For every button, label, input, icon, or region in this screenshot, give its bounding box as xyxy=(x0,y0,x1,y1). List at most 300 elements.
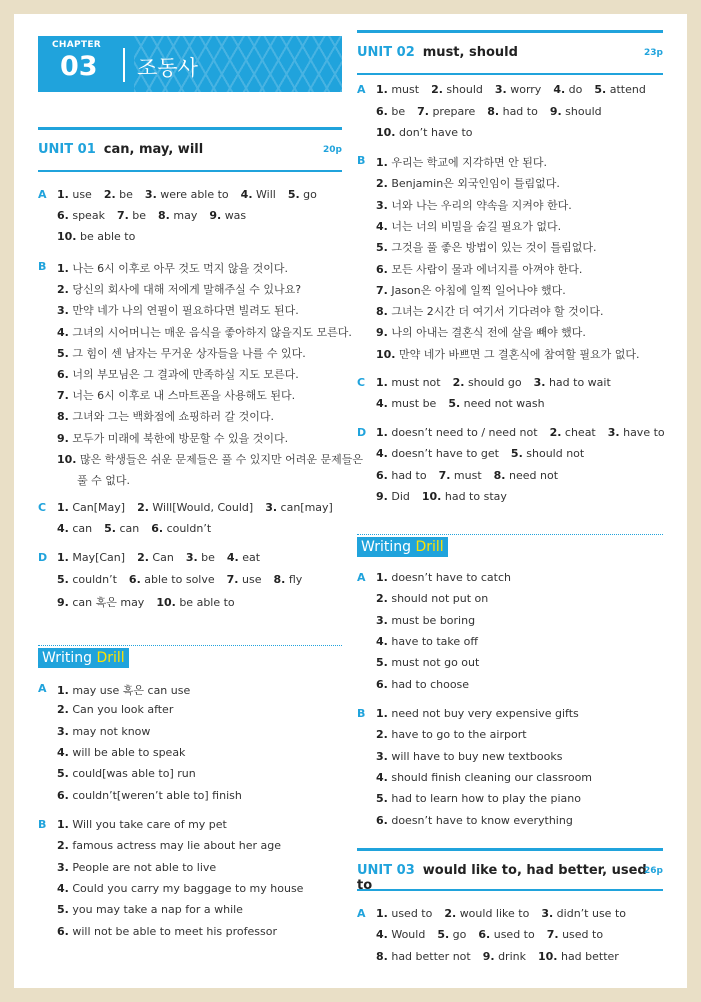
chapter-number: 03 xyxy=(60,51,98,82)
dotted-rule xyxy=(38,645,342,646)
answer-line xyxy=(376,447,584,460)
item-text: couldn’t xyxy=(72,572,117,586)
answer-line xyxy=(57,430,288,446)
answer-line xyxy=(57,903,243,916)
item-text: drink xyxy=(498,949,526,963)
item-number: 1. xyxy=(57,188,69,201)
item-number: 2. xyxy=(444,907,457,920)
answer-item xyxy=(483,950,526,963)
answer-item xyxy=(57,789,242,802)
item-text: 우리는 학교에 지각하면 안 된다. xyxy=(391,156,547,169)
item-number: 5. xyxy=(376,792,388,806)
unit-title: must, should xyxy=(422,45,518,60)
answer-line xyxy=(57,682,190,698)
item-text: able to solve xyxy=(144,572,215,586)
item-number: 6. xyxy=(128,572,141,586)
answer-item xyxy=(376,728,527,741)
item-number: 3. xyxy=(185,551,198,564)
item-number: 7. xyxy=(116,209,129,222)
item-number: 4. xyxy=(240,188,253,201)
answer-line xyxy=(376,728,527,741)
answer-item xyxy=(57,326,352,339)
item-number: 3. xyxy=(376,613,388,627)
item-number: 2. xyxy=(57,839,69,853)
answer-item xyxy=(376,263,582,276)
section-letter: A xyxy=(38,188,47,201)
answer-key-page xyxy=(14,14,687,988)
item-number: 1. xyxy=(376,707,388,720)
answer-item xyxy=(145,188,229,201)
item-number: 2. xyxy=(431,83,443,96)
item-text: 그녀의 시어머니는 매운 음식을 좋아하지 않을지도 모른다. xyxy=(72,325,352,339)
item-number: 9. xyxy=(549,104,562,118)
answer-item xyxy=(241,188,276,201)
answer-item xyxy=(376,571,511,584)
answer-item xyxy=(376,814,573,827)
answer-item xyxy=(376,469,427,482)
item-number: 10. xyxy=(156,596,176,609)
answer-line xyxy=(57,345,306,361)
answer-item xyxy=(594,83,645,96)
answer-line xyxy=(57,451,363,467)
answer-line xyxy=(376,303,603,319)
item-number: 5. xyxy=(594,83,607,96)
answer-item xyxy=(511,447,584,460)
answer-item xyxy=(57,230,135,243)
item-text: speak xyxy=(72,209,105,222)
answer-line xyxy=(57,573,302,586)
item-number: 10. xyxy=(376,126,396,139)
item-number: 10. xyxy=(57,230,77,243)
answer-line xyxy=(57,522,211,535)
answer-line xyxy=(376,239,596,255)
answer-item xyxy=(57,432,288,445)
item-number: 3. xyxy=(541,907,554,920)
item-text: have to take off xyxy=(391,634,478,648)
answer-line xyxy=(376,678,469,691)
item-number: 1. xyxy=(57,684,69,697)
chapter-divider xyxy=(123,48,125,82)
answer-item xyxy=(104,188,133,201)
item-text: doesn’t have to know everything xyxy=(391,813,573,827)
answer-item xyxy=(57,925,277,938)
answer-item xyxy=(550,426,596,439)
item-number: 10. xyxy=(376,347,396,361)
answer-item xyxy=(431,83,483,96)
answer-item xyxy=(448,397,544,410)
item-text: must xyxy=(391,83,420,96)
item-number: 9. xyxy=(376,326,388,340)
item-text: can xyxy=(72,522,93,535)
item-number: 3. xyxy=(57,724,69,738)
item-number: 5. xyxy=(104,522,116,535)
item-text: must be boring xyxy=(391,613,476,627)
item-number: 2. xyxy=(57,283,69,297)
item-number: 3. xyxy=(265,501,278,514)
answer-item xyxy=(608,426,665,439)
answer-line xyxy=(376,950,619,963)
item-number: 1. xyxy=(57,551,69,564)
answer-line xyxy=(376,105,602,118)
item-text: will not be able to meet his professor xyxy=(72,924,278,938)
item-text: doesn’t need to / need not xyxy=(391,426,538,439)
item-number: 9. xyxy=(376,489,388,503)
item-text: eat xyxy=(242,551,261,564)
answer-item xyxy=(547,928,603,941)
unit-page: 23p xyxy=(644,48,663,58)
answer-line xyxy=(376,707,579,720)
answer-line xyxy=(57,281,301,297)
answer-item xyxy=(57,522,92,535)
answer-item xyxy=(376,614,475,627)
item-text: 나의 아내는 결혼식 전에 살을 빼야 했다. xyxy=(391,326,586,340)
item-number: 2. xyxy=(137,501,149,514)
item-text: couldn’t xyxy=(166,522,212,535)
item-text: fly xyxy=(288,572,303,586)
item-text: should not put on xyxy=(391,592,489,606)
answer-line xyxy=(57,188,317,201)
item-text: must be xyxy=(391,397,437,410)
item-text: worry xyxy=(510,83,542,96)
answer-item xyxy=(57,861,216,874)
item-number: 9. xyxy=(57,596,69,609)
item-text: be xyxy=(201,551,215,564)
answer-line xyxy=(376,928,603,941)
item-text: could[was able to] run xyxy=(72,767,196,781)
item-number: 5. xyxy=(57,903,69,917)
answer-item xyxy=(376,83,419,96)
item-text: doesn’t have to get xyxy=(391,447,499,461)
answer-item xyxy=(376,490,410,503)
item-text: 그녀와 그는 백화점에 쇼핑하러 갈 것이다. xyxy=(72,410,274,424)
item-number: 6. xyxy=(376,104,388,118)
answer-item xyxy=(453,376,522,389)
item-text: Did xyxy=(391,489,410,503)
chapter-banner xyxy=(38,36,342,92)
item-text: couldn’t[weren’t able to] finish xyxy=(72,788,242,802)
item-text: have to go to the airport xyxy=(391,728,527,742)
item-number: 5. xyxy=(376,656,388,670)
answer-line xyxy=(376,154,547,170)
answer-line xyxy=(57,767,196,780)
item-text: need not xyxy=(509,468,559,482)
answer-item xyxy=(57,389,295,402)
item-number: 3. xyxy=(57,860,69,874)
item-number: 7. xyxy=(546,928,559,942)
answer-item xyxy=(376,656,479,669)
item-text: Will you take care of my pet xyxy=(72,818,227,831)
answer-item xyxy=(376,447,499,460)
item-number: 4. xyxy=(57,522,69,535)
item-text: attend xyxy=(609,83,646,96)
answer-item xyxy=(57,839,281,852)
answer-line xyxy=(57,230,135,243)
item-text: don’t have to xyxy=(399,126,473,139)
item-text: 너는 6시 이후로 내 스마트폰을 사용해도 된다. xyxy=(72,389,296,403)
chapter-label: CHAPTER xyxy=(52,40,102,50)
answer-item xyxy=(137,551,174,564)
item-number: 8. xyxy=(493,468,506,482)
item-text: you may take a nap for a while xyxy=(72,903,243,917)
item-text: must not xyxy=(391,376,441,389)
item-number: 6. xyxy=(57,368,69,381)
item-number: 3. xyxy=(376,198,388,212)
answer-line xyxy=(57,501,333,514)
answer-item xyxy=(104,522,139,535)
answer-line xyxy=(57,725,150,738)
answer-item xyxy=(57,818,227,831)
item-number: 5. xyxy=(437,928,450,942)
item-text: cheat xyxy=(564,426,596,439)
item-text: use xyxy=(242,572,262,586)
unit-page: 20p xyxy=(323,145,342,155)
item-number: 5. xyxy=(287,188,300,201)
answer-item xyxy=(376,426,538,439)
item-number: 1. xyxy=(376,83,388,96)
answer-item xyxy=(57,573,117,586)
answer-line xyxy=(376,614,475,627)
answer-line xyxy=(376,197,572,213)
item-text: were able to xyxy=(160,188,229,201)
answer-item xyxy=(417,105,475,118)
unit-03-header xyxy=(357,848,663,891)
item-text: have to xyxy=(623,426,665,439)
answer-line xyxy=(57,861,216,874)
answer-item xyxy=(137,501,253,514)
item-text: need not buy very expensive gifts xyxy=(391,707,579,720)
section-letter: A xyxy=(357,907,366,920)
answer-line xyxy=(376,282,566,298)
item-number: 1. xyxy=(376,376,388,389)
answer-item xyxy=(376,348,640,361)
item-number: 6. xyxy=(57,788,69,802)
item-text: can[may] xyxy=(280,501,333,514)
item-number: 6. xyxy=(151,522,164,535)
item-text: may not know xyxy=(72,724,151,738)
item-text: need not wash xyxy=(463,397,545,410)
answer-line xyxy=(376,397,545,410)
item-number: 6. xyxy=(376,468,388,482)
answer-item xyxy=(57,304,299,317)
item-text: should xyxy=(446,83,483,96)
answer-item xyxy=(129,573,215,586)
answer-line xyxy=(57,209,246,222)
answer-item xyxy=(376,792,581,805)
item-number: 1. xyxy=(57,262,69,275)
item-number: 6. xyxy=(57,209,69,222)
item-text: May[Can] xyxy=(72,551,126,564)
item-number: 7. xyxy=(376,283,388,297)
answer-line xyxy=(57,703,173,716)
section-letter: B xyxy=(357,154,366,167)
item-text: 나는 6시 이후로 아무 것도 먹지 않을 것이다. xyxy=(72,262,288,275)
item-number: 4. xyxy=(57,325,69,339)
item-text: would like to xyxy=(459,907,530,920)
answer-line xyxy=(376,592,488,605)
answer-item xyxy=(151,522,211,535)
item-text: had to stay xyxy=(444,489,507,503)
answer-line xyxy=(376,792,581,805)
answer-line xyxy=(57,408,274,424)
item-number: 4. xyxy=(553,83,566,96)
answer-item xyxy=(227,573,262,586)
item-number: 4. xyxy=(376,770,388,784)
answer-item xyxy=(376,220,561,233)
answer-item xyxy=(57,347,306,360)
answer-line xyxy=(376,83,646,96)
answer-item xyxy=(186,551,215,564)
answer-item xyxy=(158,209,197,222)
item-text: 모두가 미래에 북한에 방문할 수 있을 것이다. xyxy=(72,431,289,445)
item-number: 2. xyxy=(376,592,388,606)
answer-line xyxy=(376,261,582,277)
answer-item xyxy=(376,592,488,605)
item-text: Can you look after xyxy=(72,703,174,717)
unit-01-header xyxy=(38,127,342,172)
item-text: use xyxy=(72,188,92,201)
item-number: 3. xyxy=(494,83,507,96)
item-text: didn’t use to xyxy=(556,907,626,920)
chapter-title: 조동사 xyxy=(137,56,198,80)
item-number: 1. xyxy=(376,907,388,920)
answer-item xyxy=(376,177,560,190)
writing-drill-tag: Writing Drill xyxy=(38,648,129,668)
item-text: Would xyxy=(391,928,426,942)
item-number: 3. xyxy=(144,188,157,201)
answer-item xyxy=(57,551,125,564)
item-number: 5. xyxy=(57,572,69,586)
item-number: 3. xyxy=(57,304,69,318)
item-text: Will[Would, Could] xyxy=(152,501,254,514)
item-text: can 혹은 may xyxy=(72,596,145,609)
answer-item xyxy=(376,678,469,691)
answer-item xyxy=(376,241,596,254)
answer-item xyxy=(57,501,125,514)
item-number: 4. xyxy=(226,551,239,564)
item-text: go xyxy=(452,928,467,942)
answer-item xyxy=(376,771,592,784)
item-number: 7. xyxy=(417,104,429,118)
answer-item xyxy=(57,368,299,381)
item-number: 4. xyxy=(376,928,388,942)
item-text: 모든 사람이 물과 에너지를 아껴야 한다. xyxy=(391,262,583,276)
answer-line xyxy=(57,302,299,318)
item-text: be xyxy=(391,104,406,118)
answer-item xyxy=(57,703,173,716)
item-text: had to wait xyxy=(548,376,611,389)
item-number: 1. xyxy=(57,501,69,514)
item-number: 8. xyxy=(376,949,388,963)
unit-number: UNIT 02 xyxy=(357,45,415,60)
section-letter: D xyxy=(357,426,367,439)
answer-line xyxy=(57,387,295,403)
answer-item xyxy=(57,596,144,609)
item-number: 2. xyxy=(103,188,116,201)
item-number: 4. xyxy=(376,447,388,461)
answer-line xyxy=(376,324,586,340)
item-number: 6. xyxy=(478,928,491,942)
answer-item xyxy=(541,907,626,920)
item-number: 2. xyxy=(376,177,388,191)
item-text: must xyxy=(453,468,482,482)
item-number: 10. xyxy=(57,452,77,466)
item-number: 2. xyxy=(452,376,465,389)
item-number: 4. xyxy=(57,881,69,895)
item-number: 9. xyxy=(209,209,222,222)
answer-item xyxy=(376,156,547,169)
answer-item xyxy=(288,188,317,201)
item-number: 8. xyxy=(487,104,500,118)
item-text: famous actress may lie about her age xyxy=(72,839,282,853)
answer-item xyxy=(538,950,619,963)
answer-continuation: 풀 수 없다. xyxy=(77,474,130,487)
item-number: 7. xyxy=(226,572,239,586)
answer-item xyxy=(534,376,611,389)
item-text: should finish cleaning our classroom xyxy=(391,770,593,784)
item-text: had to xyxy=(502,104,538,118)
answer-item xyxy=(376,928,425,941)
item-number: 1. xyxy=(376,156,388,169)
item-text: Could you carry my baggage to my house xyxy=(72,881,304,895)
writing-drill-header xyxy=(38,645,342,665)
item-text: used to xyxy=(493,928,535,942)
answer-item xyxy=(376,126,473,139)
item-number: 2. xyxy=(376,728,388,742)
item-text: had to learn how to play the piano xyxy=(391,792,581,806)
answer-line xyxy=(376,346,640,362)
answer-item xyxy=(478,928,534,941)
item-text: had to xyxy=(391,468,427,482)
answer-item xyxy=(376,907,432,920)
item-text: 너의 부모님은 그 결과에 만족하실 지도 모른다. xyxy=(72,368,299,381)
item-number: 4. xyxy=(57,745,69,759)
answer-item xyxy=(57,410,274,423)
section-letter: A xyxy=(357,83,366,96)
answer-item xyxy=(57,746,185,759)
item-text: 너와 나는 우리의 약속을 지켜야 한다. xyxy=(391,198,572,212)
writing-drill-tag: Writing Drill xyxy=(357,537,448,557)
answer-item xyxy=(553,83,582,96)
item-text: should go xyxy=(467,376,522,389)
item-text: 그것을 풀 좋은 방법이 있는 것이 틀림없다. xyxy=(391,241,597,255)
answer-item xyxy=(376,326,586,339)
answer-item xyxy=(376,376,441,389)
item-number: 3. xyxy=(533,376,546,389)
answer-item xyxy=(57,188,92,201)
item-text: do xyxy=(568,83,583,96)
item-number: 3. xyxy=(376,749,388,763)
answer-item xyxy=(376,950,471,963)
answer-item xyxy=(376,284,566,297)
item-number: 10. xyxy=(421,489,442,503)
answer-line xyxy=(57,260,288,276)
item-number: 8. xyxy=(376,305,388,319)
answer-item xyxy=(439,469,482,482)
answer-item xyxy=(376,105,405,118)
item-number: 3. xyxy=(607,426,620,439)
item-number: 4. xyxy=(376,219,388,233)
answer-item xyxy=(376,199,572,212)
answer-line xyxy=(57,746,185,759)
item-text: was xyxy=(224,209,247,222)
item-text: used to xyxy=(391,907,433,920)
item-number: 9. xyxy=(57,431,69,445)
item-text: Benjamin은 외국인임이 틀림없다. xyxy=(391,177,560,191)
item-number: 4. xyxy=(376,634,388,648)
item-number: 2. xyxy=(549,426,562,439)
item-text: Can[May] xyxy=(72,501,126,514)
item-text: Will xyxy=(256,188,276,201)
